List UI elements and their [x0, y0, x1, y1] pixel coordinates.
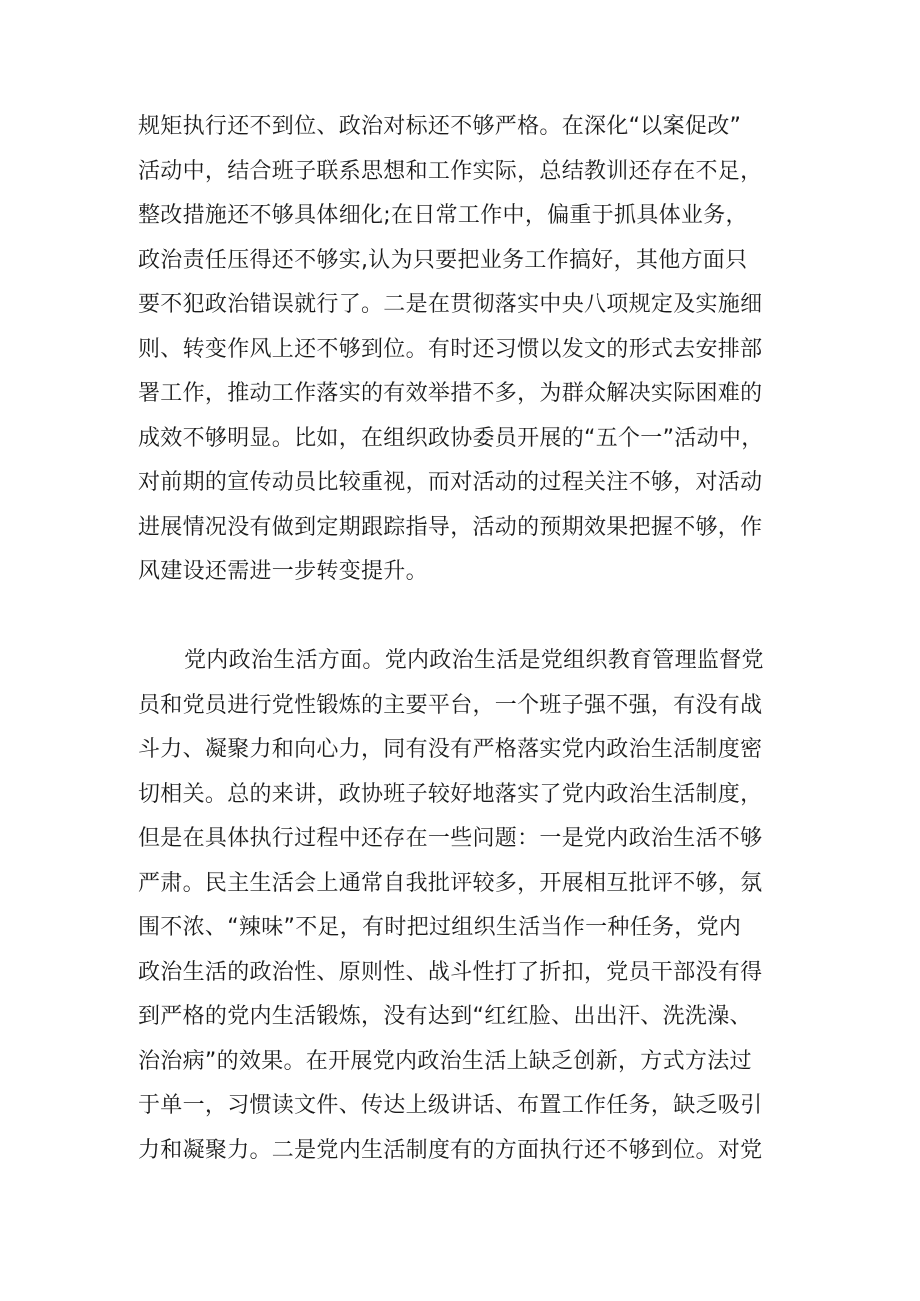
- text-line: 治治病”的效果。在开展党内政治生活上缺乏创新，方式方法过: [138, 1049, 752, 1074]
- text-line: 则、转变作风上还不够到位。有时还习惯以发文的形式去安排部: [138, 337, 763, 362]
- text-line: 斗力、凝聚力和向心力，同有没有严格落实党内政治生活制度密: [138, 737, 763, 762]
- text-line: 严肃。民主生活会上通常自我批评较多，开展相互批评不够，氛: [138, 871, 763, 896]
- text-line: 活动中，结合班子联系思想和工作实际，总结教训还存在不足，: [138, 159, 763, 184]
- text-line: 于单一，习惯读文件、传达上级讲话、布置工作任务，缺乏吸引: [138, 1093, 763, 1118]
- text-line: 署工作，推动工作落实的有效举措不多，为群众解决实际困难的: [138, 381, 763, 406]
- text-line: 政治生活的政治性、原则性、战斗性打了折扣，党员干部没有得: [138, 960, 763, 985]
- text-line: 力和凝聚力。二是党内生活制度有的方面执行还不够到位。对党: [138, 1138, 763, 1163]
- text-line: 到严格的党内生活锻炼，没有达到“红红脸、出出汗、洗洗澡、: [138, 1004, 752, 1029]
- text-line: 党内政治生活方面。党内政治生活是党组织教育管理监督党: [184, 648, 764, 673]
- text-line: 进展情况没有做到定期跟踪指导，活动的预期效果把握不够，作: [138, 515, 763, 540]
- text-line: 整改措施还不够具体细化;在日常工作中，偏重于抓具体业务，: [138, 203, 748, 228]
- text-line: 政治责任压得还不够实,认为只要把业务工作搞好，其他方面只: [138, 248, 748, 273]
- text-line: 对前期的宣传动员比较重视，而对活动的过程关注不够，对活动: [138, 470, 763, 495]
- text-line: 员和党员进行党性锻炼的主要平台，一个班子强不强，有没有战: [138, 693, 763, 718]
- text-line: 要不犯政治错误就行了。二是在贯彻落实中央八项规定及实施细: [138, 292, 763, 317]
- text-line: 成效不够明显。比如，在组织政协委员开展的“五个一”活动中，: [138, 426, 764, 451]
- text-line: 围不浓、“辣味”不足，有时把过组织生活当作一种任务，党内: [138, 915, 742, 940]
- text-line: 但是在具体执行过程中还存在一些问题：一是党内政治生活不够: [138, 826, 763, 851]
- text-line: 切相关。总的来讲，政协班子较好地落实了党内政治生活制度，: [138, 782, 763, 807]
- text-line: 规矩执行还不到位、政治对标还不够严格。在深化“以案促改”: [138, 114, 742, 139]
- text-line: 风建设还需进一步转变提升。: [138, 559, 428, 584]
